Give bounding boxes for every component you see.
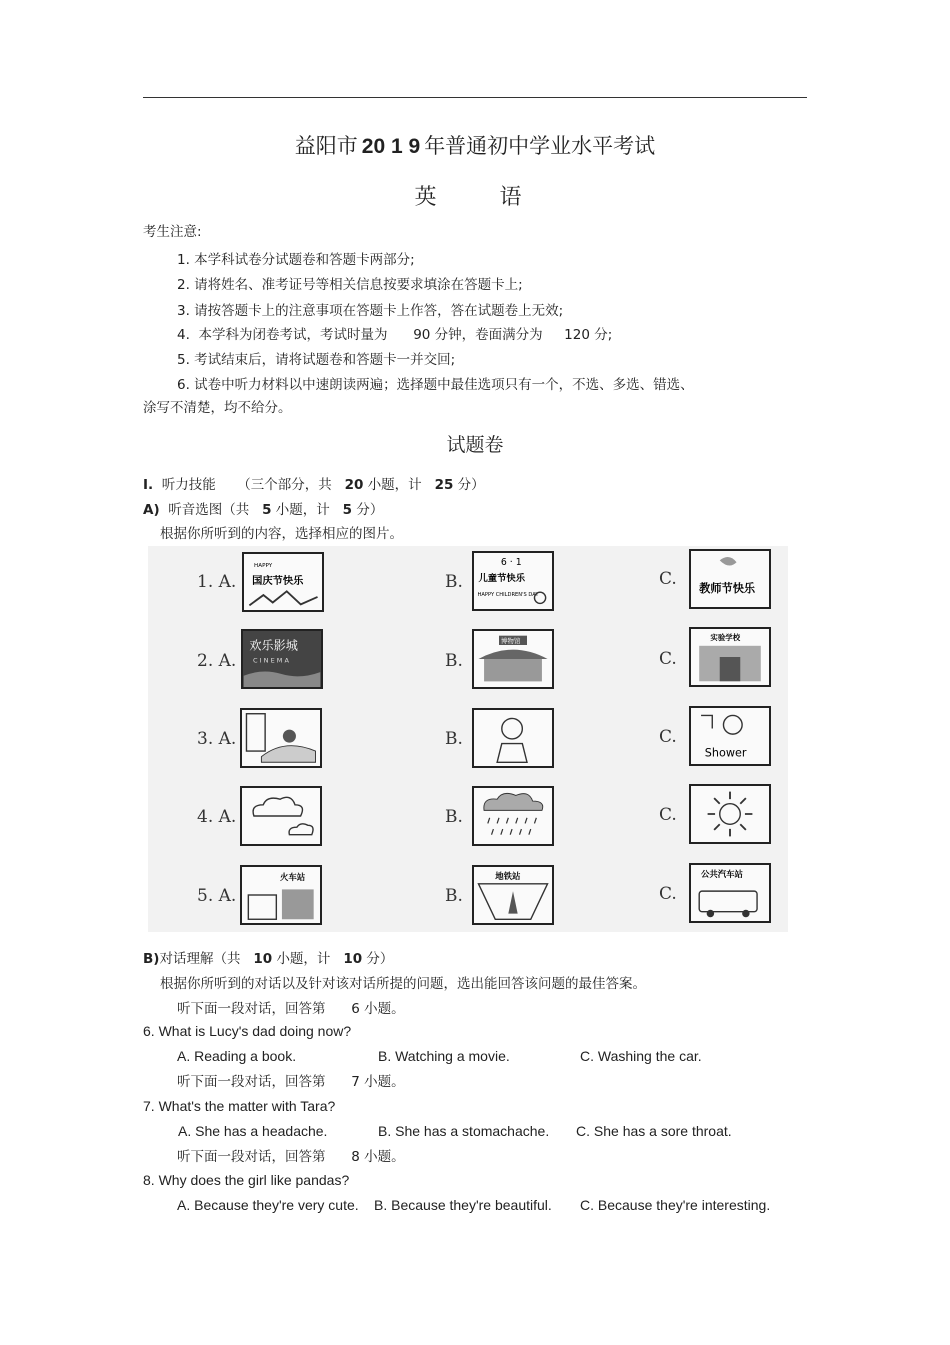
page-title xyxy=(0,130,950,160)
title-year: 20 1 9 xyxy=(361,135,421,158)
option-label: C. xyxy=(659,805,677,825)
picture-train-station xyxy=(240,865,322,925)
partB-instruction: 根据你所听到的对话以及针对该对话所提的问题，选出能回答该问题的最佳答案。 xyxy=(160,976,646,992)
picture-cloudy xyxy=(240,786,322,846)
section-title: 试题卷 xyxy=(446,434,504,456)
answer-option: B. Because they're beautiful. xyxy=(374,1197,552,1213)
answer-option: A. She has a headache. xyxy=(178,1123,328,1139)
option-label: B. xyxy=(445,807,463,827)
note-item: 3. 请按答题卡上的注意事项在答题卡上作答，答在试题卷上无效; xyxy=(177,303,564,319)
picture-sleeping xyxy=(240,708,322,768)
part1-heading: I. 听力技能 （三个部分，共 20 小题，计 25 分） xyxy=(143,477,485,493)
picture-teachers-day xyxy=(689,549,771,609)
option-label: C. xyxy=(659,884,677,904)
picture-girl xyxy=(472,708,554,768)
svg-text:地铁站: 地铁站 xyxy=(495,871,521,882)
title-suffix: 年普通初中学业水平考试 xyxy=(424,134,656,158)
option-label: B. xyxy=(445,572,463,592)
answer-option: C. She has a sore throat. xyxy=(576,1123,732,1139)
svg-text:HAPPY: HAPPY xyxy=(254,563,273,570)
option-label: 3. A. xyxy=(197,729,237,749)
picture-cinema xyxy=(241,629,323,689)
title-prefix: 益阳市 xyxy=(294,134,358,158)
picture-school xyxy=(689,627,771,687)
picture-bus-stop xyxy=(689,863,771,923)
partB-heading: B)对话理解（共 10 小题，计 10 分） xyxy=(143,951,394,967)
note-item: 1. 本学科试卷分试题卷和答题卡两部分; xyxy=(177,252,415,268)
svg-text:国庆节快乐: 国庆节快乐 xyxy=(252,574,304,587)
question-text: 6. What is Lucy's dad doing now? xyxy=(143,1023,352,1039)
answer-option: B. She has a stomachache. xyxy=(378,1123,550,1139)
note-item: 6. 试卷中听力材料以中速朗读两遍；选择题中最佳选项只有一个，不选、多选、错选、 xyxy=(177,377,694,393)
option-label: 2. A. xyxy=(197,651,237,671)
option-label: 5. A. xyxy=(197,886,237,906)
option-label: B. xyxy=(445,729,463,749)
question-text: 8. Why does the girl like pandas? xyxy=(143,1172,350,1188)
picture-shower xyxy=(689,706,771,766)
note-item: 2. 请将姓名、准考证号等相关信息按要求填涂在答题卡上; xyxy=(177,277,523,293)
answer-option: A. Reading a book. xyxy=(177,1048,297,1064)
note-item: 4. 本学科为闭卷考试，考试时量为 90 分钟，卷面满分为 120 分; xyxy=(177,327,613,343)
answer-option: C. Because they're interesting. xyxy=(580,1197,771,1213)
svg-text:HAPPY CHILDREN'S DAY: HAPPY CHILDREN'S DAY xyxy=(477,591,539,598)
svg-text:博物馆: 博物馆 xyxy=(500,637,521,646)
partA-heading: A) 听音选图（共 5 小题，计 5 分） xyxy=(143,502,384,518)
svg-text:实验学校: 实验学校 xyxy=(710,633,741,643)
option-label: B. xyxy=(445,886,463,906)
notes-heading: 考生注意: xyxy=(143,224,202,240)
note-item: 涂写不清楚，均不给分。 xyxy=(143,400,292,416)
option-label: C. xyxy=(659,727,677,747)
option-label: C. xyxy=(659,649,677,669)
note-item: 5. 考试结束后，请将试题卷和答题卡一并交回; xyxy=(177,352,456,368)
svg-text:火车站: 火车站 xyxy=(280,872,306,883)
svg-text:欢乐影城: 欢乐影城 xyxy=(249,638,298,653)
svg-text:教师节快乐: 教师节快乐 xyxy=(699,582,756,596)
option-label: C. xyxy=(659,569,677,589)
picture-sunny xyxy=(689,784,771,844)
picture-museum xyxy=(472,629,554,689)
partA-instruction: 根据你所听到的内容，选择相应的图片。 xyxy=(160,526,403,542)
picture-childrens-day xyxy=(472,551,554,611)
svg-text:公共汽车站: 公共汽车站 xyxy=(701,869,743,880)
option-label: 4. A. xyxy=(197,807,237,827)
answer-option: A. Because they're very cute. xyxy=(177,1197,359,1213)
picture-national-day xyxy=(242,552,324,612)
subject-title: 英 语 xyxy=(414,185,550,210)
answer-option: B. Watching a movie. xyxy=(378,1048,510,1064)
option-label: B. xyxy=(445,651,463,671)
answer-option: C. Washing the car. xyxy=(580,1048,702,1064)
svg-text:6 · 1: 6 · 1 xyxy=(500,557,522,569)
svg-text:儿童节快乐: 儿童节快乐 xyxy=(478,573,526,584)
question-intro: 听下面一段对话，回答第 8 小题。 xyxy=(177,1149,405,1165)
top-rule xyxy=(143,97,807,98)
question-intro: 听下面一段对话，回答第 6 小题。 xyxy=(177,1001,405,1017)
question-text: 7. What's the matter with Tara? xyxy=(143,1098,336,1114)
option-label: 1. A. xyxy=(197,572,237,592)
picture-rainy xyxy=(472,786,554,846)
svg-text:C I N E M A: C I N E M A xyxy=(253,656,289,665)
picture-subway-station xyxy=(472,865,554,925)
question-intro: 听下面一段对话，回答第 7 小题。 xyxy=(177,1074,405,1090)
svg-text:Shower: Shower xyxy=(704,746,747,760)
